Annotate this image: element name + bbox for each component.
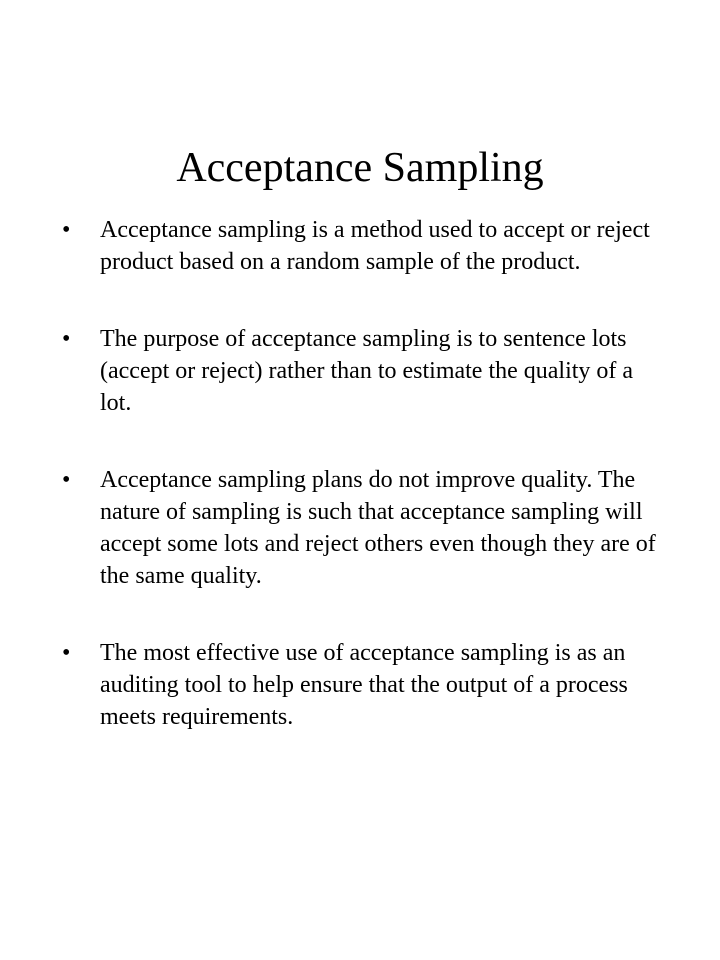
bullet-text: The most effective use of acceptance sampling is as an auditing tool to help ensure that the output of a process meets requirements. [100,640,628,730]
bullet-text: Acceptance sampling is a method used to accept or reject product based on a random sample of the product. [100,217,650,275]
bullet-item [60,214,660,278]
bullet-list [60,214,660,778]
bullet-marker: • [62,217,71,243]
bullet-marker: • [62,326,71,352]
bullet-item [60,464,660,592]
bullet-item [60,323,660,419]
slide-title: Acceptance Sampling [176,145,544,191]
bullet-marker: • [62,467,71,493]
bullet-text: The purpose of acceptance sampling is to sentence lots (accept or reject) rather than to estimate the quality of a lot. [100,326,634,416]
bullet-text: Acceptance sampling plans do not improve quality. The nature of sampling is such that acceptance sampling will accept some lots and reject others even though they are of the same quality. [100,467,656,589]
bullet-marker: • [62,640,71,666]
bullet-item [60,637,660,733]
